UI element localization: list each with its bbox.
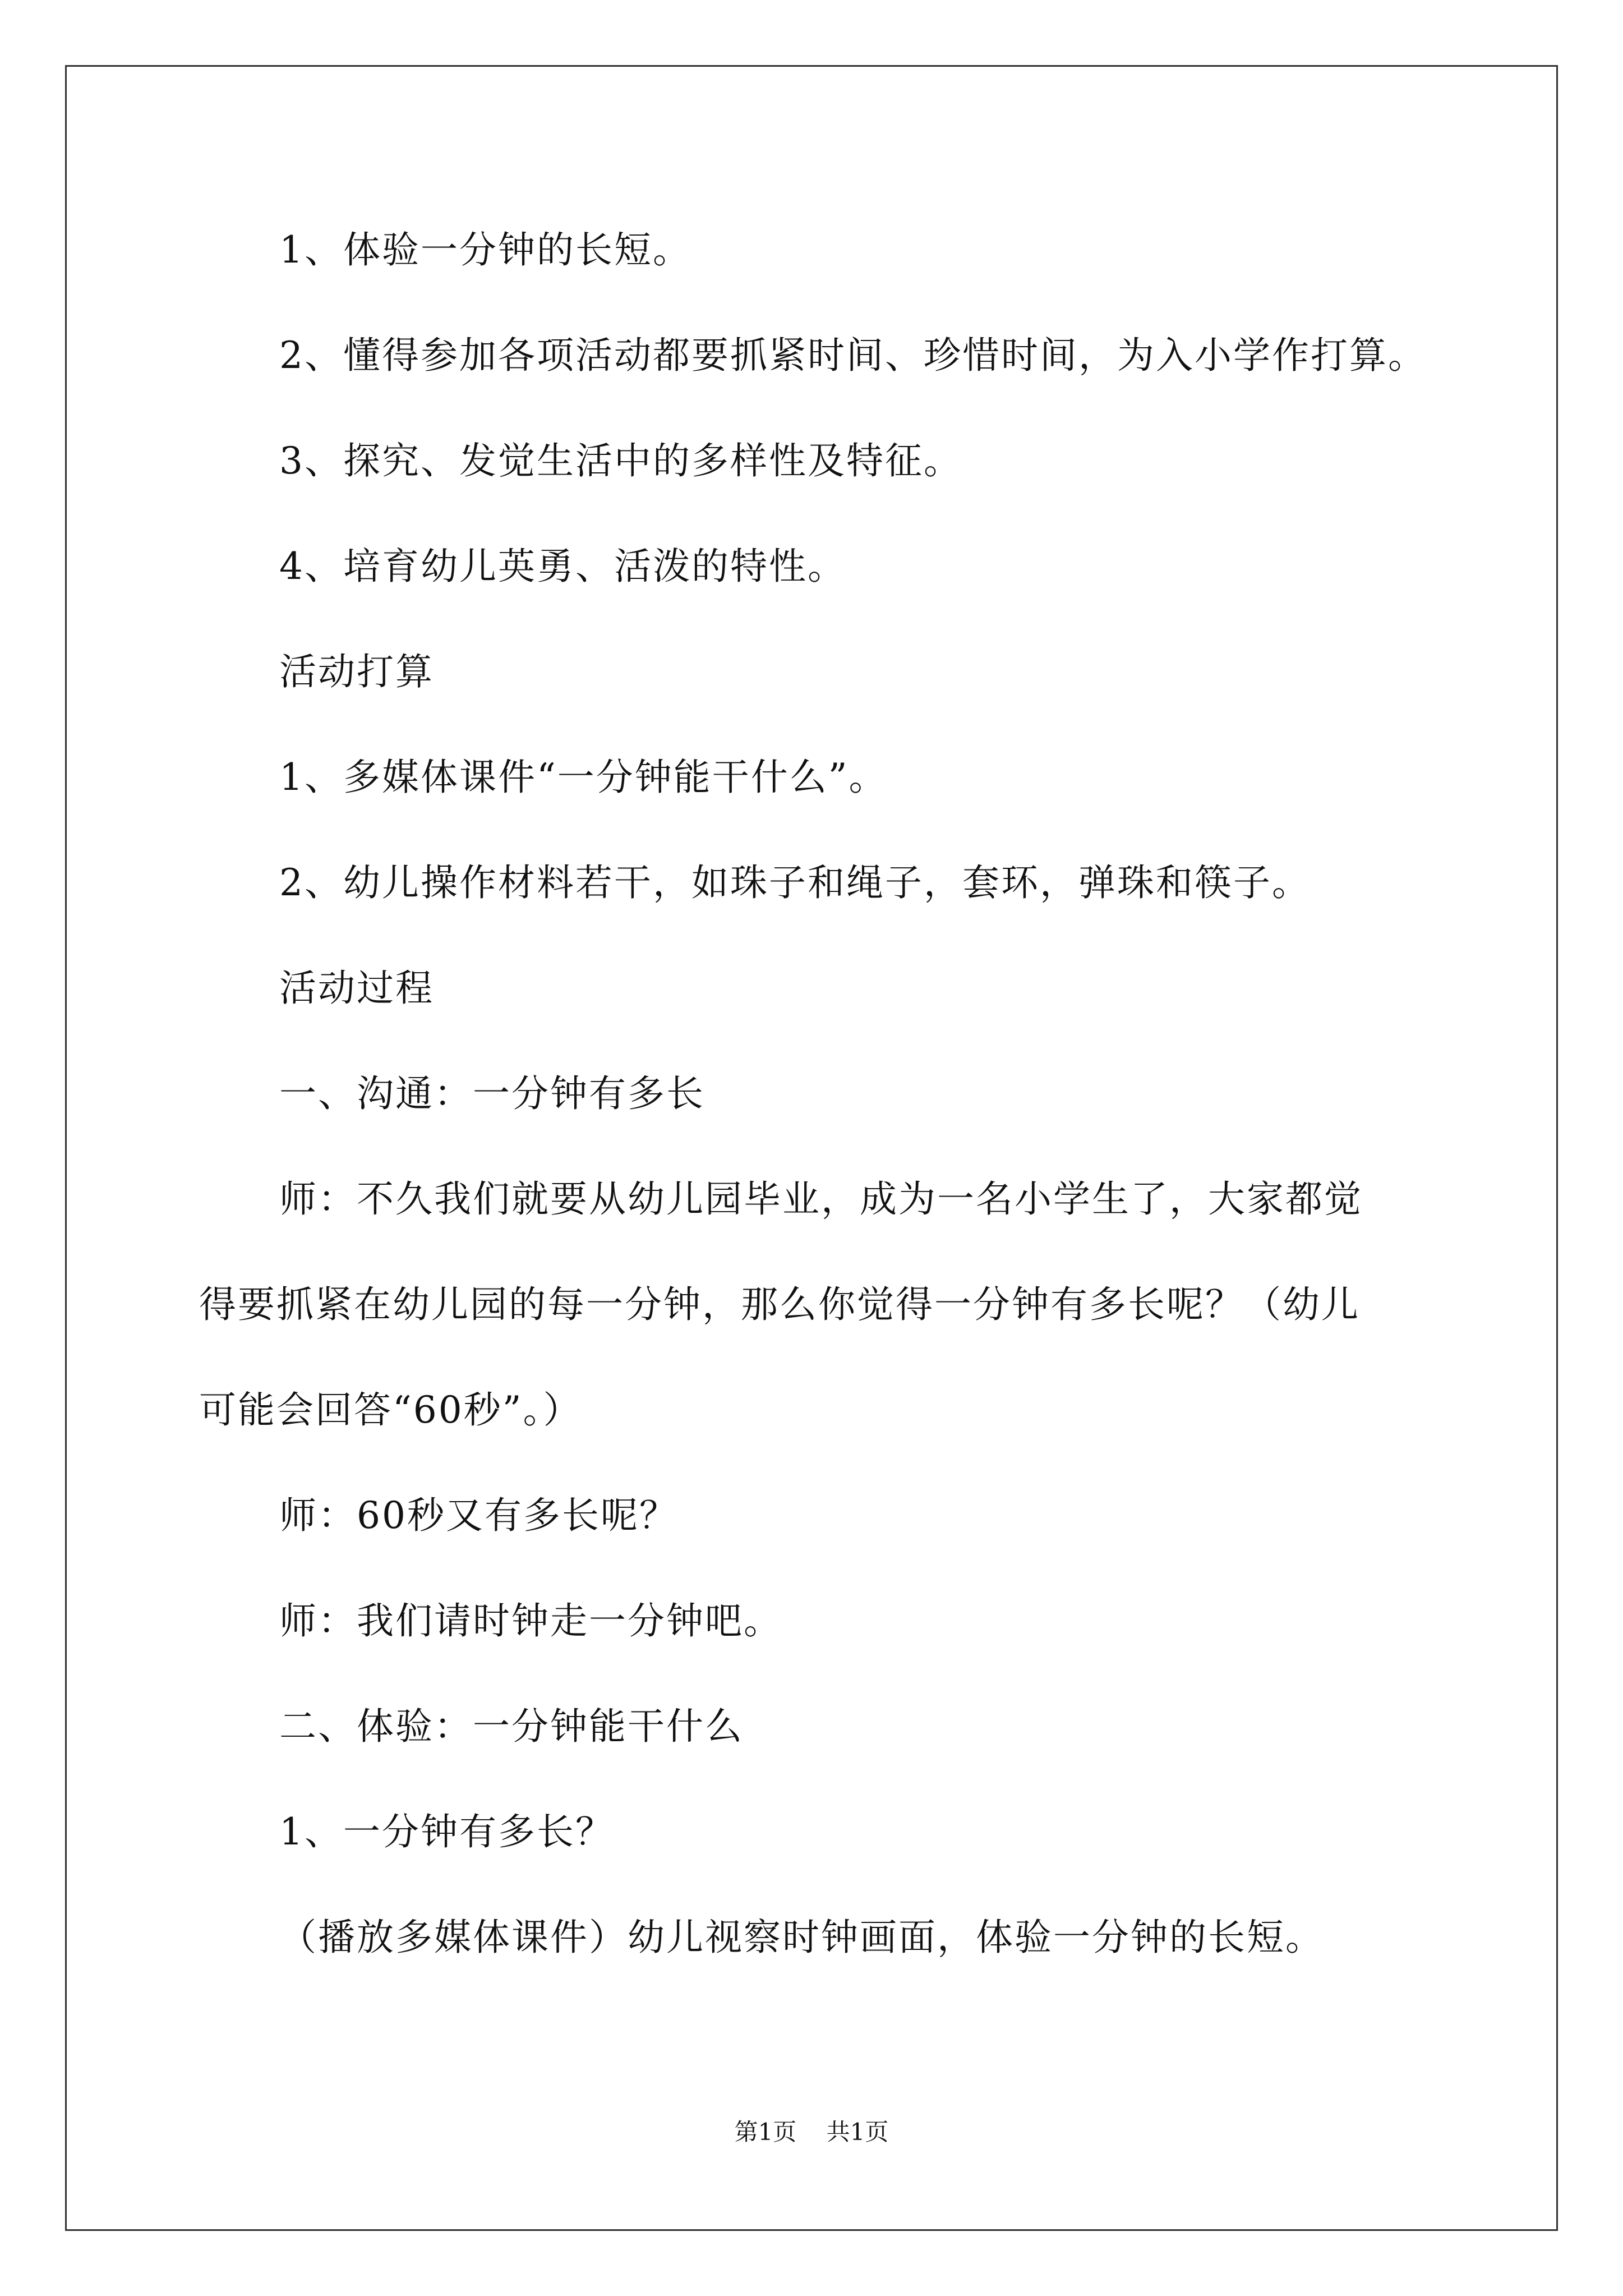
process-heading: 活动过程: [279, 967, 434, 1010]
teacher-paragraph-line: 可能会回答“60秒”。）: [199, 1388, 582, 1432]
page-border: [65, 65, 1558, 2231]
section-2-heading: 二、体验：一分钟能干什么: [279, 1705, 744, 1748]
objective-3: 3、探究、发觉生活中的多样性及特征。: [279, 439, 962, 482]
preparation-heading: 活动打算: [279, 650, 434, 693]
objective-1: 1、体验一分钟的长短。: [279, 228, 691, 272]
preparation-item-1: 1、多媒体课件“一分钟能干什么”。: [279, 756, 888, 799]
objective-2: 2、懂得参加各项活动都要抓紧时间、珍惜时间，为入小学作打算。: [279, 334, 1427, 377]
section-1-heading: 一、沟通：一分钟有多长: [279, 1072, 705, 1115]
objective-4: 4、培育幼儿英勇、活泼的特性。: [279, 545, 846, 588]
teacher-question: 师：60秒又有多长呢？: [279, 1494, 678, 1537]
step-1-description: （播放多媒体课件）幼儿视察时钟画面，体验一分钟的长短。: [279, 1916, 1324, 1959]
teacher-paragraph-line: 师：不久我们就要从幼儿园毕业，成为一名小学生了，大家都觉: [279, 1177, 1363, 1221]
step-1-heading: 1、一分钟有多长？: [279, 1810, 614, 1853]
preparation-item-2: 2、幼儿操作材料若干，如珠子和绳子，套环，弹珠和筷子。: [279, 861, 1311, 904]
teacher-instruction: 师：我们请时钟走一分钟吧。: [279, 1599, 782, 1642]
teacher-paragraph-line: 得要抓紧在幼儿园的每一分钟，那么你觉得一分钟有多长呢？（幼儿: [199, 1283, 1360, 1326]
page-number-footer: 第1页 共1页: [734, 2118, 889, 2146]
